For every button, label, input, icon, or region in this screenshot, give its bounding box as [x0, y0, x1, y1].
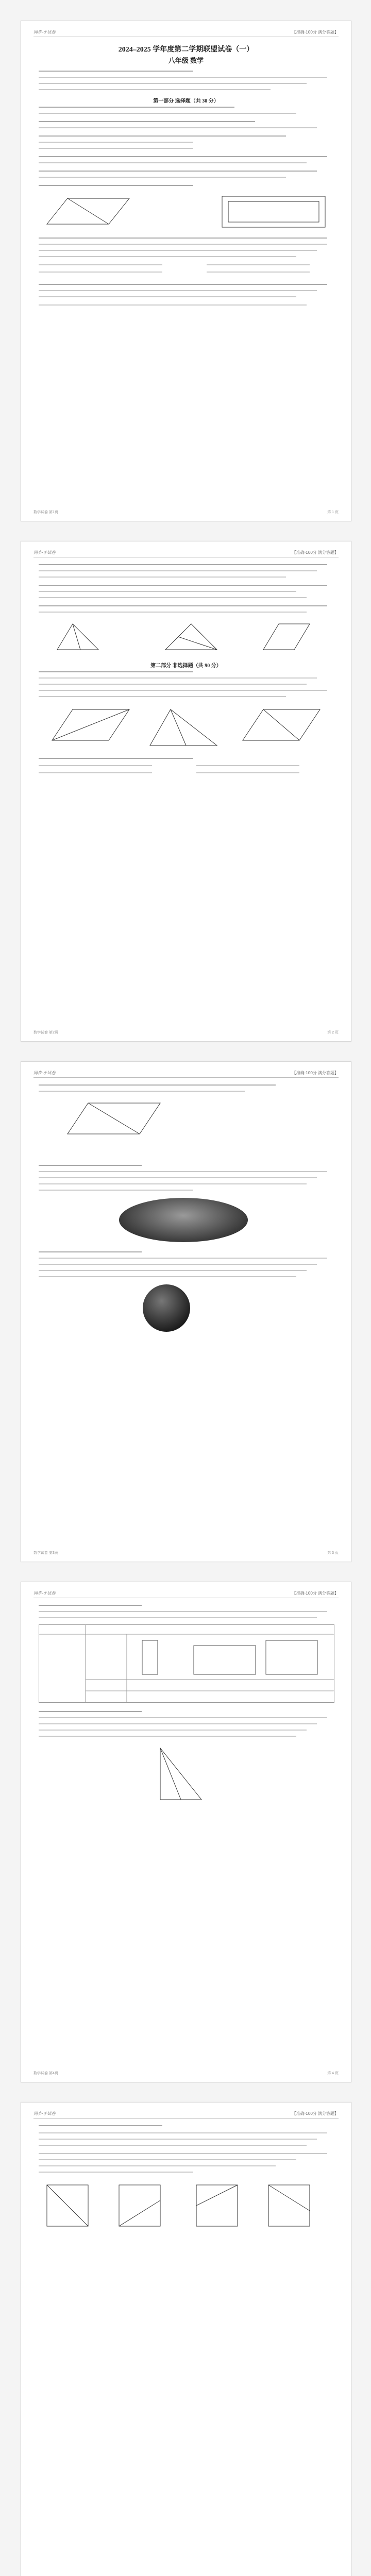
text-line: [39, 690, 327, 691]
option-line: [39, 577, 286, 578]
question-line: [39, 758, 193, 759]
exam-subtitle: 八年级 数学: [168, 57, 204, 64]
text-line: [39, 684, 307, 685]
footer-left: 数学试卷 第3页: [33, 1551, 58, 1555]
question-line: [39, 2125, 162, 2126]
section-one-heading: 第一部分 选择题（共 30 分）: [153, 98, 219, 104]
question-line: [39, 1711, 142, 1712]
exam-page-4: [21, 1582, 351, 2082]
text-line: [196, 772, 299, 773]
question-line: [39, 671, 193, 672]
question-line: [39, 185, 193, 186]
option-line: [39, 612, 307, 613]
header-note: 【准确·100分 满分答题】: [292, 1591, 339, 1596]
text-line: [39, 2172, 193, 2173]
satellite-photo: [119, 1198, 248, 1242]
text-line: [39, 2145, 307, 2146]
page-footer: [33, 2071, 339, 2077]
question-line: [39, 1084, 276, 1086]
text-line: [39, 1264, 317, 1265]
text-line: [39, 570, 317, 571]
text-line: [39, 1717, 327, 1718]
question-line: [39, 107, 234, 108]
text-line: [39, 1091, 245, 1092]
page-footer: [33, 510, 339, 516]
text-line: [39, 765, 152, 766]
triangle-figure: [145, 1743, 207, 1805]
figures-row: [52, 619, 320, 655]
text-line: [39, 2139, 317, 2140]
header-brand: 同步·小试卷: [33, 30, 56, 35]
text-line: [196, 765, 299, 766]
text-line: [39, 591, 296, 592]
exam-page-3: [21, 1061, 351, 1562]
question-line: [39, 1165, 142, 1166]
section-two-heading: 第二部分 非选择题（共 90 分）: [150, 663, 222, 669]
instruction-line: [39, 71, 193, 72]
question-line: [39, 605, 327, 606]
question-line: [39, 1605, 142, 1606]
question-line: [39, 156, 327, 157]
question-line: [39, 284, 327, 285]
page-footer: [33, 1550, 339, 1556]
text-line: [39, 290, 317, 291]
text-line: [39, 83, 307, 84]
text-line: [39, 1171, 327, 1172]
option-line: [39, 264, 162, 265]
text-line: [39, 244, 327, 245]
page-header: [33, 2110, 339, 2119]
text-line: [39, 1611, 327, 1612]
text-line: [39, 1177, 317, 1178]
header-brand: 同步·小试卷: [33, 1071, 56, 1075]
parallelogram-figure: [62, 1098, 165, 1139]
exam-title: 2024–2025 学年度第二学期联盟试卷（一）: [118, 46, 254, 54]
option-line: [39, 597, 307, 598]
text-line: [39, 2132, 327, 2133]
header-note: 【准确·100分 满分答题】: [292, 2111, 339, 2116]
text-line: [39, 1183, 307, 1184]
text-line: [39, 1723, 317, 1724]
text-line: [39, 2165, 276, 2166]
text-line: [39, 89, 271, 90]
option-line: [39, 148, 193, 149]
option-line: [207, 264, 310, 265]
option-line: [39, 127, 317, 128]
rectangle-figure: [217, 191, 330, 232]
footer-page: 第 1 页: [327, 511, 339, 514]
text-line: [39, 677, 317, 679]
globe-photo: [143, 1284, 190, 1332]
exam-page-5: [21, 2102, 351, 2576]
header-brand: 同步·小试卷: [33, 550, 56, 555]
text-line: [39, 1258, 327, 1259]
option-line: [39, 304, 307, 306]
text-line: [39, 1736, 296, 1737]
header-brand: 同步·小试卷: [33, 2111, 56, 2116]
page-footer: [33, 1030, 339, 1036]
option-line: [39, 177, 286, 178]
footer-page: 第 2 页: [327, 1031, 339, 1035]
header-note: 【准确·100分 满分答题】: [292, 550, 339, 555]
text-line: [39, 256, 296, 257]
page-header: [33, 1589, 339, 1598]
option-line: [207, 272, 310, 273]
figures-row: [47, 704, 325, 751]
text-line: [39, 1270, 307, 1271]
option-line: [39, 272, 162, 273]
footer-left: 数学试卷 第2页: [33, 1031, 58, 1035]
question-line: [39, 135, 286, 137]
measurement-table: [39, 1624, 334, 1703]
square-figures-row: [42, 2180, 330, 2236]
exam-page-1: [21, 21, 351, 521]
text-line: [39, 1617, 317, 1618]
exam-page-2: [21, 541, 351, 1042]
question-line: [39, 585, 327, 586]
header-note: 【准确·100分 满分答题】: [292, 1071, 339, 1075]
option-line: [39, 162, 307, 163]
text-line: [39, 2153, 327, 2154]
question-line: [39, 564, 327, 565]
text-line: [39, 696, 286, 697]
text-line: [39, 250, 317, 251]
text-line: [39, 1730, 307, 1731]
question-line: [39, 171, 317, 172]
text-line: [39, 1190, 193, 1191]
text-line: [39, 296, 296, 297]
text-line: [39, 1276, 296, 1277]
header-note: 【准确·100分 满分答题】: [292, 30, 339, 35]
option-line: [39, 113, 296, 114]
footer-page: 第 3 页: [327, 1551, 339, 1555]
question-line: [39, 121, 255, 122]
footer-left: 数学试卷 第4页: [33, 2072, 58, 2075]
page-header: [33, 28, 339, 37]
text-line: [39, 772, 152, 773]
option-line: [39, 142, 193, 143]
text-line: [39, 2159, 296, 2160]
footer-left: 数学试卷 第1页: [33, 511, 58, 514]
question-line: [39, 1251, 142, 1252]
page-header: [33, 1069, 339, 1078]
question-line: [39, 238, 327, 239]
text-line: [39, 77, 327, 78]
parallelogram-figure: [42, 193, 134, 229]
header-brand: 同步·小试卷: [33, 1591, 56, 1596]
table-grid: [39, 1625, 334, 1702]
page-header: [33, 549, 339, 557]
footer-page: 第 4 页: [327, 2072, 339, 2075]
